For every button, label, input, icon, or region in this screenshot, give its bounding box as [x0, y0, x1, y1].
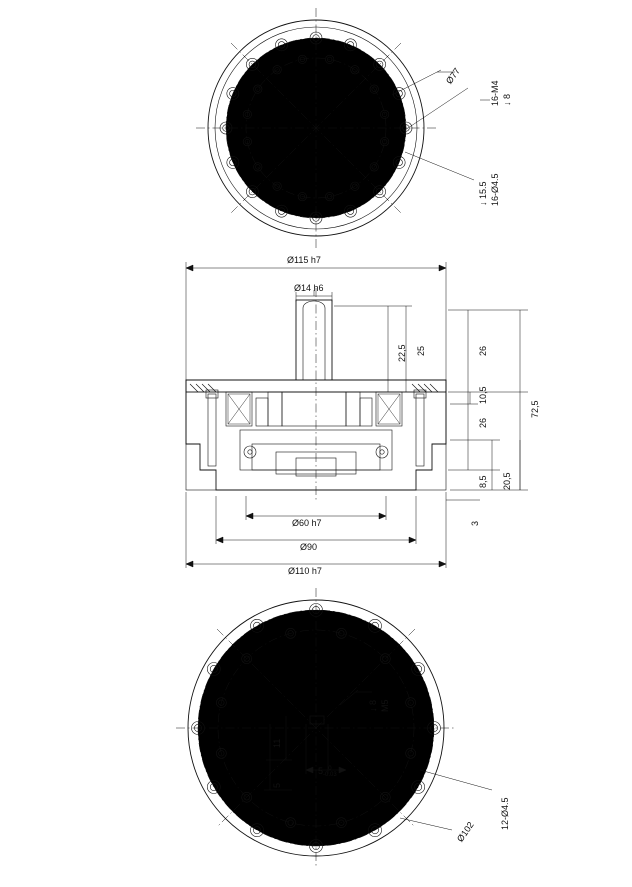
label-22-5: 22,5 [397, 344, 407, 362]
label-dia-90: Ø90 [300, 542, 318, 552]
label-m5: M5 [380, 699, 390, 712]
keyway-tol-upper: 0 [328, 766, 332, 772]
label-20-5: 20,5 [502, 472, 512, 490]
label-26-a: 26 [478, 345, 488, 356]
label-depth-155: ↓ 15.5 [478, 181, 488, 206]
section-view-geometry [186, 288, 446, 500]
label-3: 3 [470, 520, 480, 526]
label-dia-77: Ø77 [444, 66, 462, 86]
label-11: 11 [272, 738, 282, 748]
label-depth-8: ↓ 8 [502, 93, 512, 106]
keyway-tol-lower: -0.03 [323, 772, 337, 778]
label-dia-110-h7: Ø110 h7 [288, 566, 322, 576]
label-depth-8-bottom: ↓ 8 [368, 699, 378, 712]
label-26-b: 26 [478, 417, 488, 428]
label-10-5: 10,5 [478, 386, 488, 404]
label-dia-115-h7: Ø115 h7 [287, 255, 321, 265]
label-5: 5 [272, 782, 282, 788]
label-12-d45: 12-Ø4.5 [500, 797, 510, 830]
label-dia-102: Ø102 [455, 819, 476, 844]
label-16-m4: 16-M4 [490, 80, 500, 106]
label-dia-14-h6: Ø14 h6 [294, 283, 324, 293]
label-dia-60-h7: Ø60 h7 [292, 518, 322, 528]
label-25: 25 [416, 345, 426, 356]
keyway-nominal: 5 [318, 766, 324, 777]
keyway-tolerance [318, 766, 337, 778]
label-16-d45: 16-Ø4.5 [490, 173, 500, 206]
label-72-5: 72,5 [530, 400, 540, 418]
label-8-5: 8,5 [478, 475, 488, 488]
bottom-view-geometry [176, 588, 456, 868]
